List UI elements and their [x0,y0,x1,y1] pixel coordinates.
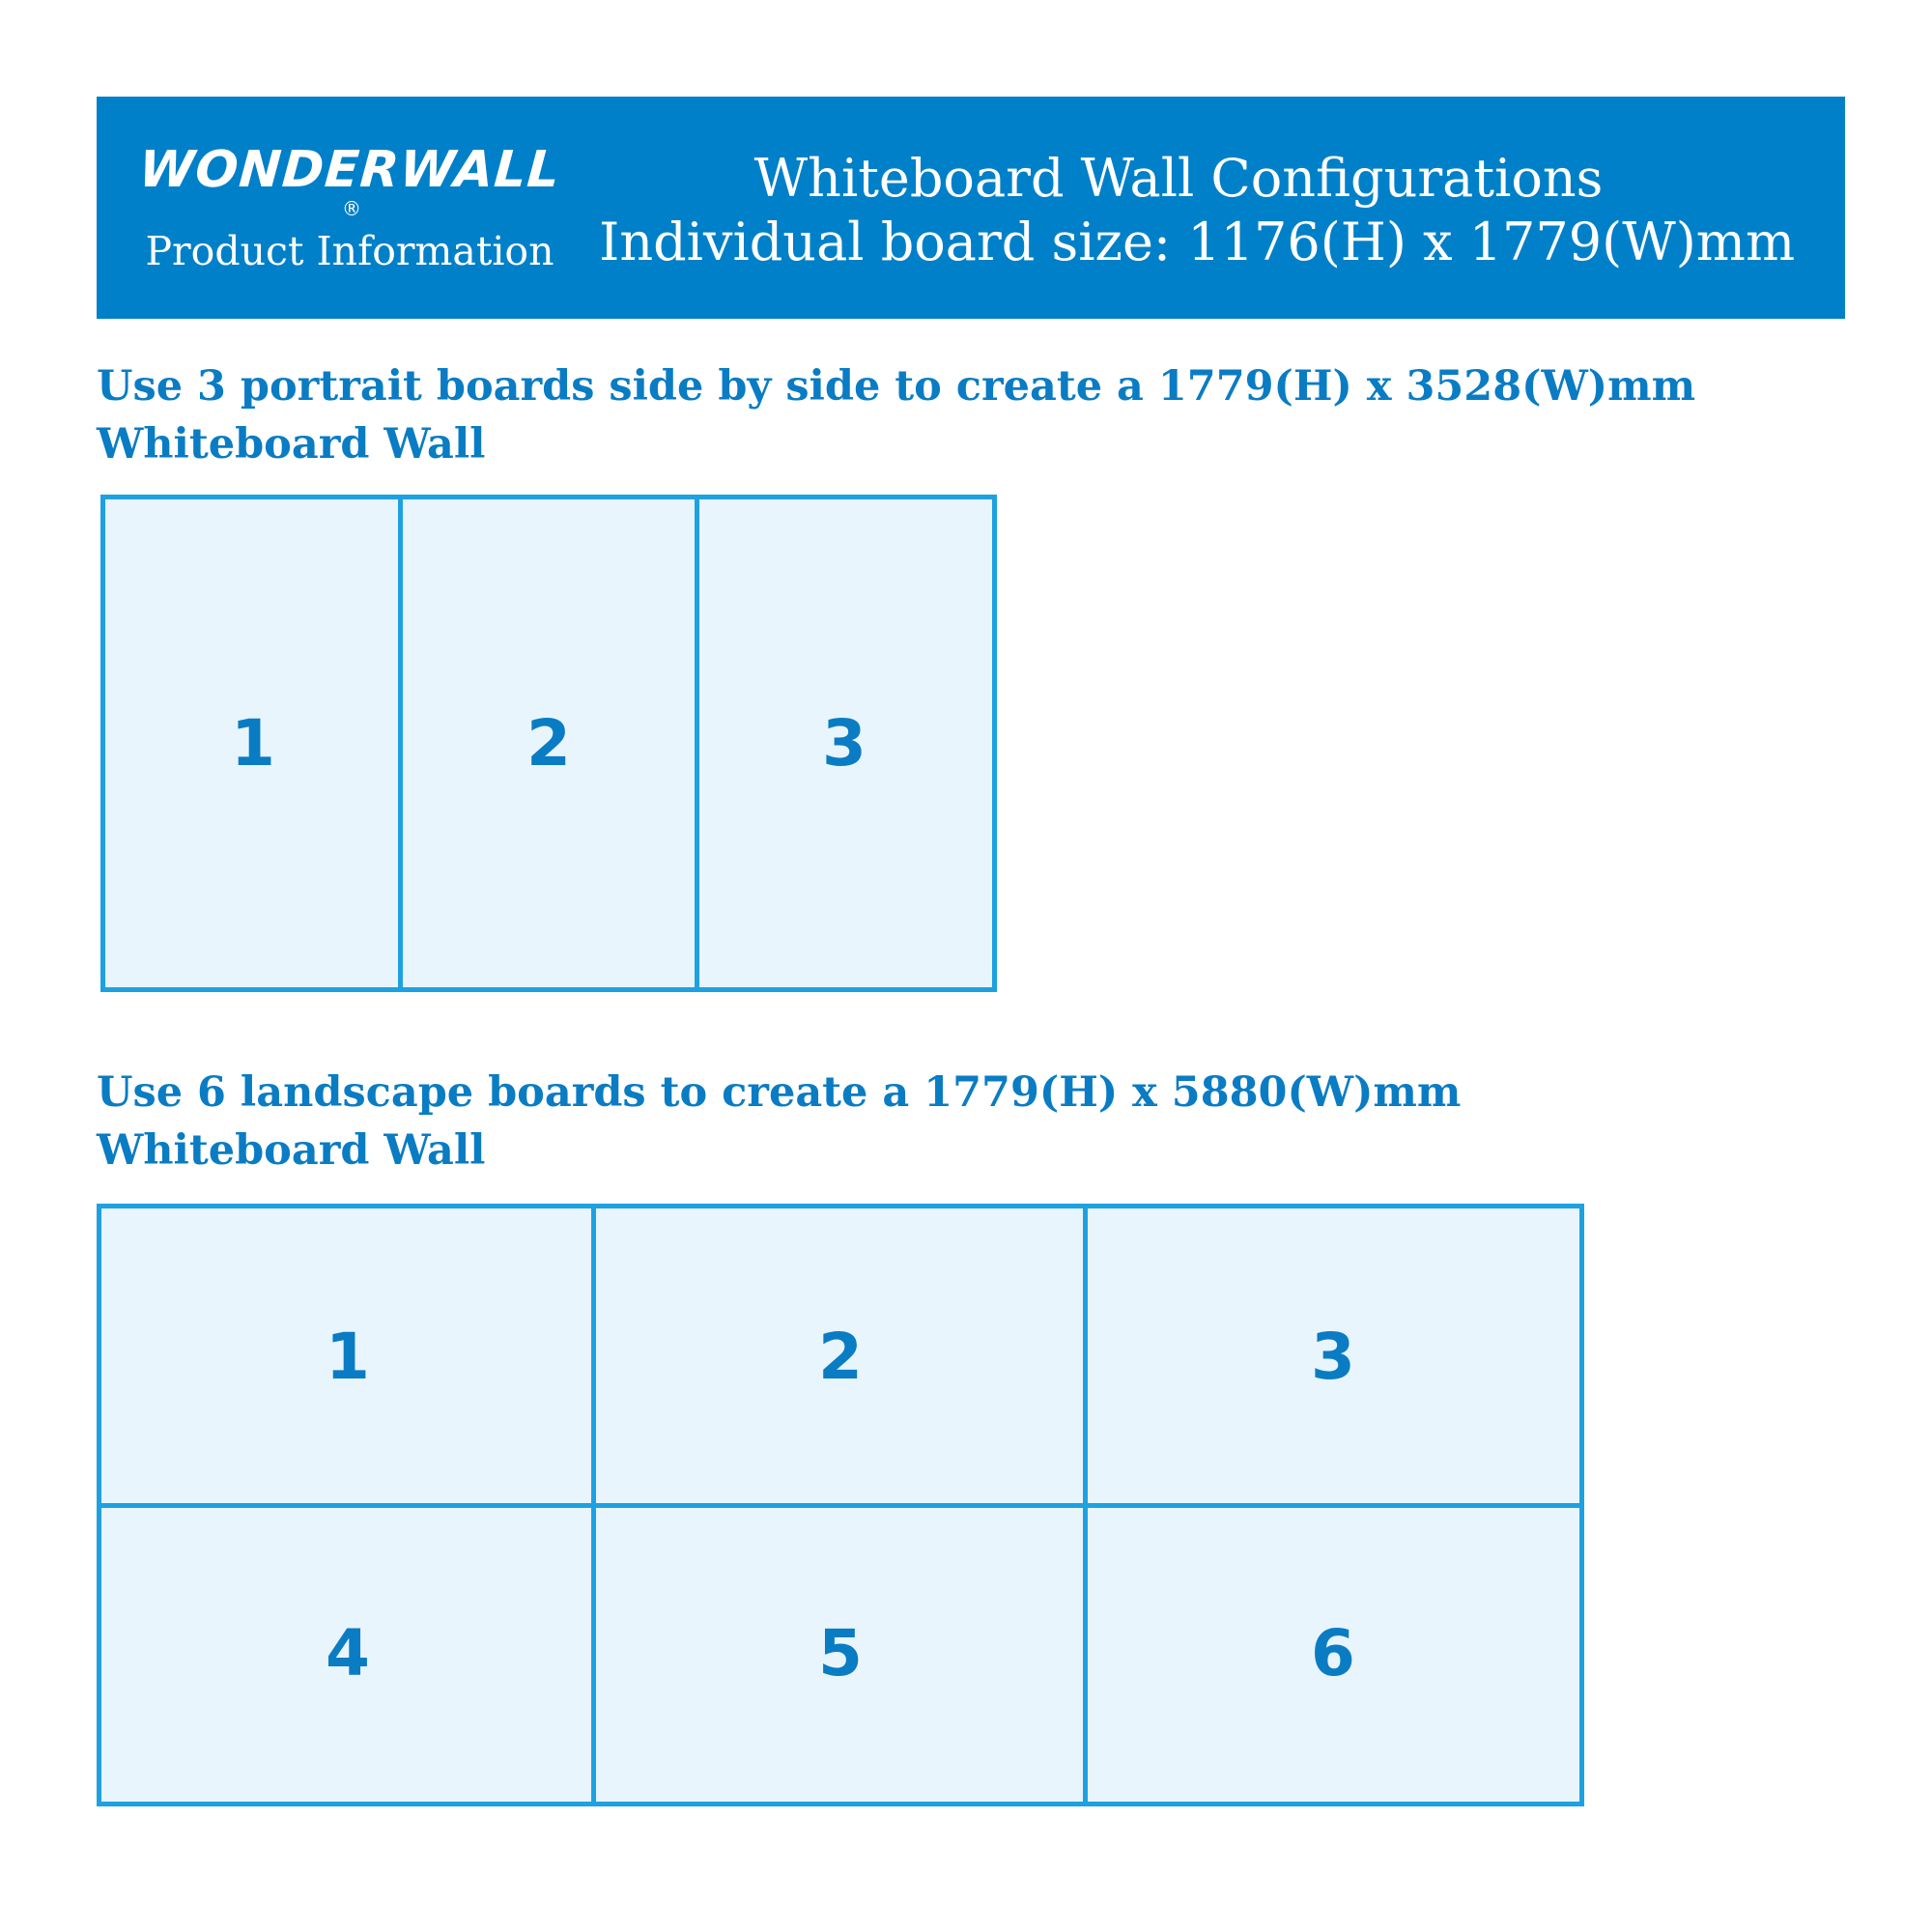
portrait-heading-line-1: Use 3 portrait boards side by side to create a 1779(H) x 3528(W)mm [97,362,1696,411]
landscape-board-4: 4 [326,1616,370,1690]
title-line-2: Individual board size: 1176(H) x 1779(W)mm [599,212,1796,272]
portrait-divider [398,499,403,987]
header-banner [97,97,1845,319]
portrait-divider [695,499,699,987]
brand-block [136,141,563,274]
landscape-heading-line-1: Use 6 landscape boards to create a 1779(H) x 5880(W)mm [97,1068,1462,1117]
portrait-board-3: 3 [822,706,867,781]
registered-mark: ® [342,197,361,220]
title-line-1: Whiteboard Wall Configurations [753,148,1604,209]
portrait-board-layout [100,495,997,992]
portrait-board-1: 1 [231,706,275,781]
landscape-config-heading [97,1064,1787,1179]
landscape-board-2: 2 [818,1320,863,1394]
portrait-board-2: 2 [526,706,571,781]
brand-logo-text: WONDERWALL [136,141,563,199]
portrait-heading-line-2: Whiteboard Wall [97,420,486,469]
page-title [599,147,1796,274]
landscape-board-5: 5 [818,1616,863,1690]
landscape-board-3: 3 [1311,1320,1355,1394]
landscape-board-1: 1 [326,1320,370,1394]
landscape-board-layout [97,1204,1584,1806]
landscape-heading-line-2: Whiteboard Wall [97,1126,486,1175]
landscape-board-6: 6 [1311,1616,1355,1690]
landscape-divider [101,1503,1579,1508]
brand-subtitle: Product Information [145,228,554,274]
portrait-config-heading [97,357,1787,473]
brand-logo [136,141,563,220]
